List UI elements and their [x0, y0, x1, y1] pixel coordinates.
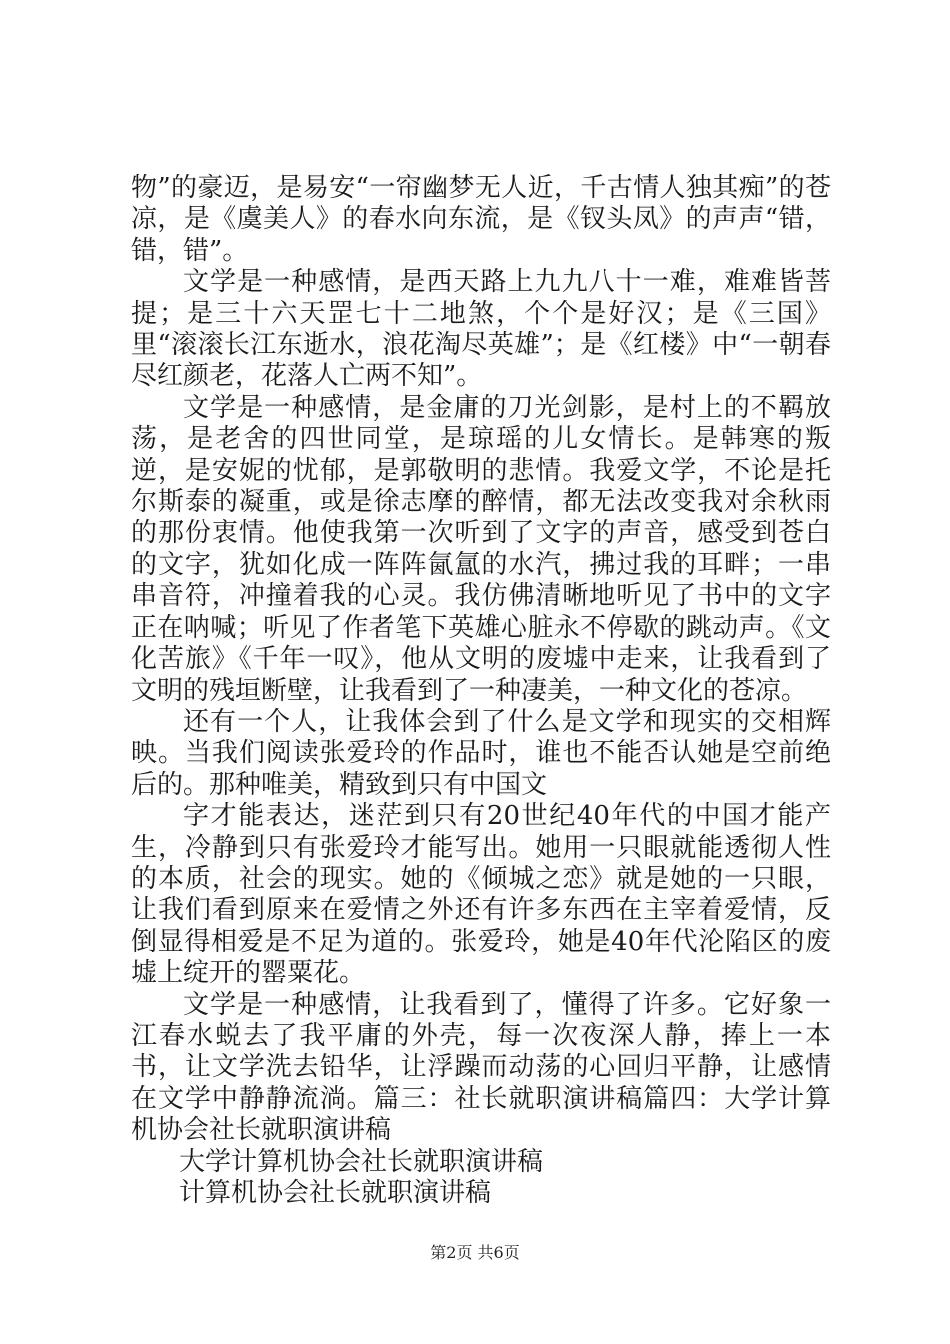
paragraph-continuation: 物”的豪迈，是易安“一帘幽梦无人近，千古情人独其痴”的苍凉，是《虞美人》的春水向东流，是《钗头凤》的声声“错，错，错”。: [131, 173, 831, 266]
paragraph-jin-yong: 文学是一种感情，是金庸的刀光剑影，是村上的不羁放荡，是老舍的四世同堂，是琼瑶的儿女情长。是韩寒的叛逆，是安妮的忧郁，是郭敬明的悲情。我爱文学，不论是托尔斯泰的凝重，或是徐志摩的醉情，都无法改变我对余秋雨的那份衷情。他使我第一次听到了文字的声音，感受到苍白的文字，犹如化成一阵阵氤氲的水汽，拂过我的耳畔；一串串音符，冲撞着我的心灵。我仿佛清晰地听见了书中的文字正在呐喊；听见了作者笔下英雄心脏永不停歇的跳动声。《文化苦旅》《千年一叹》，他从文明的废墟中走来，让我看到了文明的残垣断壁，让我看到了一种凄美，一种文化的苍凉。: [131, 392, 831, 706]
paragraph-conclusion: 文学是一种感情，让我看到了，懂得了许多。它好象一江春水蜕去了我平庸的外壳，每一次夜深人静，捧上一本书，让文学洗去铅华，让浮躁而动荡的心回归平静，让感情在文学中静静流淌。篇三：社长就职演讲稿篇四：大学计算机协会社长就职演讲稿: [131, 989, 831, 1146]
page-number: 第2页 共6页: [430, 1243, 520, 1262]
page-footer: [0, 1240, 950, 1263]
document-body: [131, 173, 831, 1209]
paragraph-zhang-ailing-intro: 还有一个人，让我体会到了什么是文学和现实的交相辉映。当我们阅读张爱玲的作品时，谁也不能否认她是空前绝后的。那种唯美，精致到只有中国文: [131, 706, 831, 800]
paragraph-journey-west: 文学是一种感情，是西天路上九九八十一难，难难皆菩提；是三十六天罡七十二地煞，个个是好汉；是《三国》里“滚滚长江东逝水，浪花淘尽英雄”；是《红楼》中“一朝春尽红颜老，花落人亡两不知”。: [131, 267, 831, 392]
heading-club-speech: 计算机协会社长就职演讲稿: [179, 1178, 492, 1208]
heading-university-club-speech: 大学计算机协会社长就职演讲稿: [179, 1146, 544, 1177]
paragraph-zhang-ailing: 字才能表达，迷茫到只有20世纪40年代的中国才能产生，冷静到只有张爱玲才能写出。她用一只眼就能透彻人性的本质，社会的现实。她的《倾城之恋》就是她的一只眼，让我们看到原来在爱情之外还有许多东西在主宰着爱情，反倒显得相爱是不足为道的。张爱玲，她是40年代沦陷区的废墟上绽开的罂粟花。: [131, 801, 831, 989]
